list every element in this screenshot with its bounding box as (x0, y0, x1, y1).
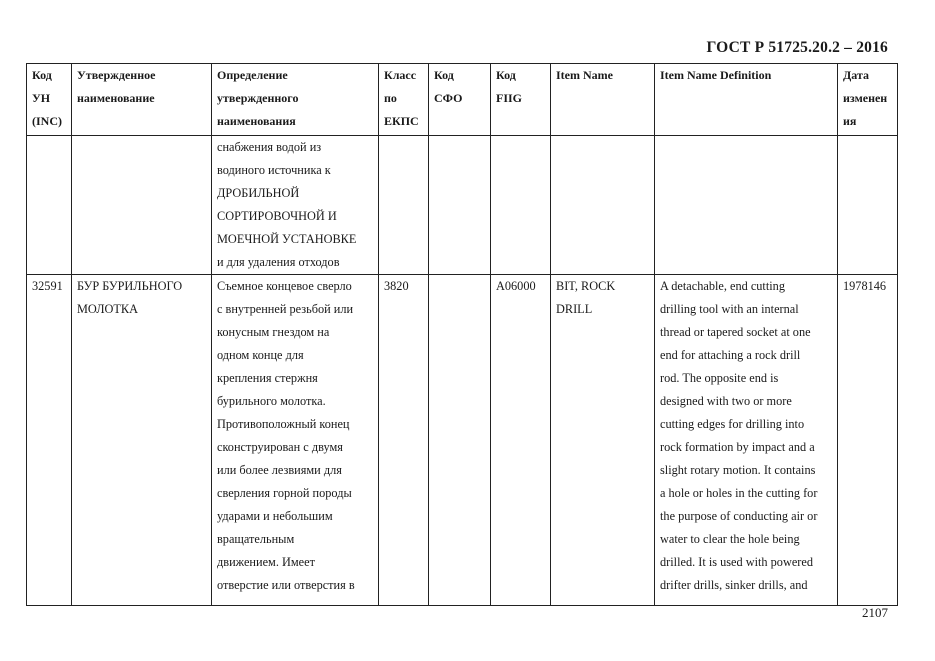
header-line: УН (32, 91, 51, 105)
header-line: (INC) (32, 114, 62, 128)
cell-text-line: бурильного молотка. (217, 394, 326, 408)
cell-text-line: drilling tool with an internal (660, 302, 799, 316)
cell-text-line: end for attaching a rock drill (660, 348, 801, 362)
header-line: Код (496, 68, 516, 82)
cell-text-line: Съемное концевое сверло (217, 279, 352, 293)
cell-text-line: slight rotary motion. It contains (660, 463, 816, 477)
cell-text-line: и для удаления отходов (217, 255, 340, 269)
col-change-date-header (838, 64, 898, 136)
class-cell (379, 136, 429, 275)
cell-text-line: сконструирован с двумя (217, 440, 343, 454)
col-fiig-header (491, 64, 551, 136)
col-item-name-definition-header (655, 64, 838, 136)
cell-text-line: ударами и небольшим (217, 509, 333, 523)
approved-name-cell (72, 275, 212, 606)
fiig-cell (491, 136, 551, 275)
cell-text-line: сверления горной породы (217, 486, 352, 500)
catalog-table (26, 63, 898, 606)
col-sfo-header (429, 64, 491, 136)
cell-text-line: cutting edges for drilling into (660, 417, 805, 431)
item-definition-cell (655, 275, 838, 606)
header-line: Утвержденное (77, 68, 156, 82)
item-name-cell (551, 275, 655, 606)
header-line: Код (32, 68, 52, 82)
cell-text-line: BIT, ROCK (556, 279, 616, 293)
cell-text-line: крепления стержня (217, 371, 318, 385)
cell-text-line: движением. Имеет (217, 555, 315, 569)
header-line: утвержденного (217, 91, 299, 105)
cell-text-line: конусным гнездом на (217, 325, 330, 339)
cell-text-line: МОЕЧНОЙ УСТАНОВКЕ (217, 232, 357, 246)
cell-text-line: rod. The opposite end is (660, 371, 779, 385)
cell-text-line: A detachable, end cutting (660, 279, 785, 293)
cell-text-line: БУР БУРИЛЬНОГО (77, 279, 183, 293)
header-line: Класс (384, 68, 417, 82)
sfo-cell (429, 275, 491, 606)
cell-text-line: с внутренней резьбой или (217, 302, 354, 316)
cell-text-line: designed with two or more (660, 394, 792, 408)
cell-text-line: Противоположный конец (217, 417, 350, 431)
cell-text-line: the purpose of conducting air or (660, 509, 818, 523)
header-line: изменен (843, 91, 888, 105)
header-line: Item Name Definition (660, 68, 772, 82)
change-date-cell (838, 136, 898, 275)
cell-text-line: water to clear the hole being (660, 532, 800, 546)
definition-cell (212, 275, 379, 606)
standard-title: ГОСТ Р 51725.20.2 – 2016 (706, 39, 888, 56)
cell-text-line: ДРОБИЛЬНОЙ (217, 186, 300, 200)
table-row (27, 275, 898, 606)
table-row (27, 136, 898, 275)
table-header-row (27, 64, 898, 136)
header-line: ЕКПС (384, 114, 419, 128)
cell-text-line: вращательным (217, 532, 295, 546)
approved-name-cell (72, 136, 212, 275)
page-number: 2107 (862, 605, 888, 620)
cell-text-line: или более лезвиями для (217, 463, 342, 477)
header-line: наименования (217, 114, 296, 128)
header-line: СФО (434, 91, 463, 105)
cell-text-line: DRILL (556, 302, 593, 316)
cell-text-line: drilled. It is used with powered (660, 555, 813, 569)
cell-text-line: одном конце для (217, 348, 304, 362)
cell-text-line: водиного источника к (217, 163, 331, 177)
col-item-name-header (551, 64, 655, 136)
header-line: Код (434, 68, 454, 82)
col-class-header (379, 64, 429, 136)
cell-text-line: rock formation by impact and a (660, 440, 815, 454)
cell-text-line: drifter drills, sinker drills, and (660, 578, 808, 592)
header-line: Дата (843, 68, 869, 82)
cell-text-line: снабжения водой из (217, 140, 322, 154)
fiig-cell: A06000 (491, 275, 551, 606)
definition-cell (212, 136, 379, 275)
header-line: ия (843, 114, 857, 128)
header-line: наименование (77, 91, 155, 105)
cell-text-line: МОЛОТКА (77, 302, 139, 316)
cell-text-line: thread or tapered socket at one (660, 325, 811, 339)
col-approved-name-header (72, 64, 212, 136)
col-definition-header (212, 64, 379, 136)
class-cell: 3820 (379, 275, 429, 606)
inc-cell: 32591 (27, 275, 72, 606)
col-inc-header (27, 64, 72, 136)
inc-cell (27, 136, 72, 275)
cell-text-line: СОРТИРОВОЧНОЙ И (217, 209, 337, 223)
sfo-cell (429, 136, 491, 275)
table-body (27, 136, 898, 606)
cell-text-line: отверстие или отверстия в (217, 578, 355, 592)
header-line: по (384, 91, 397, 105)
change-date-cell: 1978146 (838, 275, 898, 606)
item-definition-cell (655, 136, 838, 275)
item-name-cell (551, 136, 655, 275)
header-line: Item Name (556, 68, 613, 82)
cell-text-line: a hole or holes in the cutting for (660, 486, 818, 500)
header-line: FIIG (496, 91, 523, 105)
header-line: Определение (217, 68, 288, 82)
